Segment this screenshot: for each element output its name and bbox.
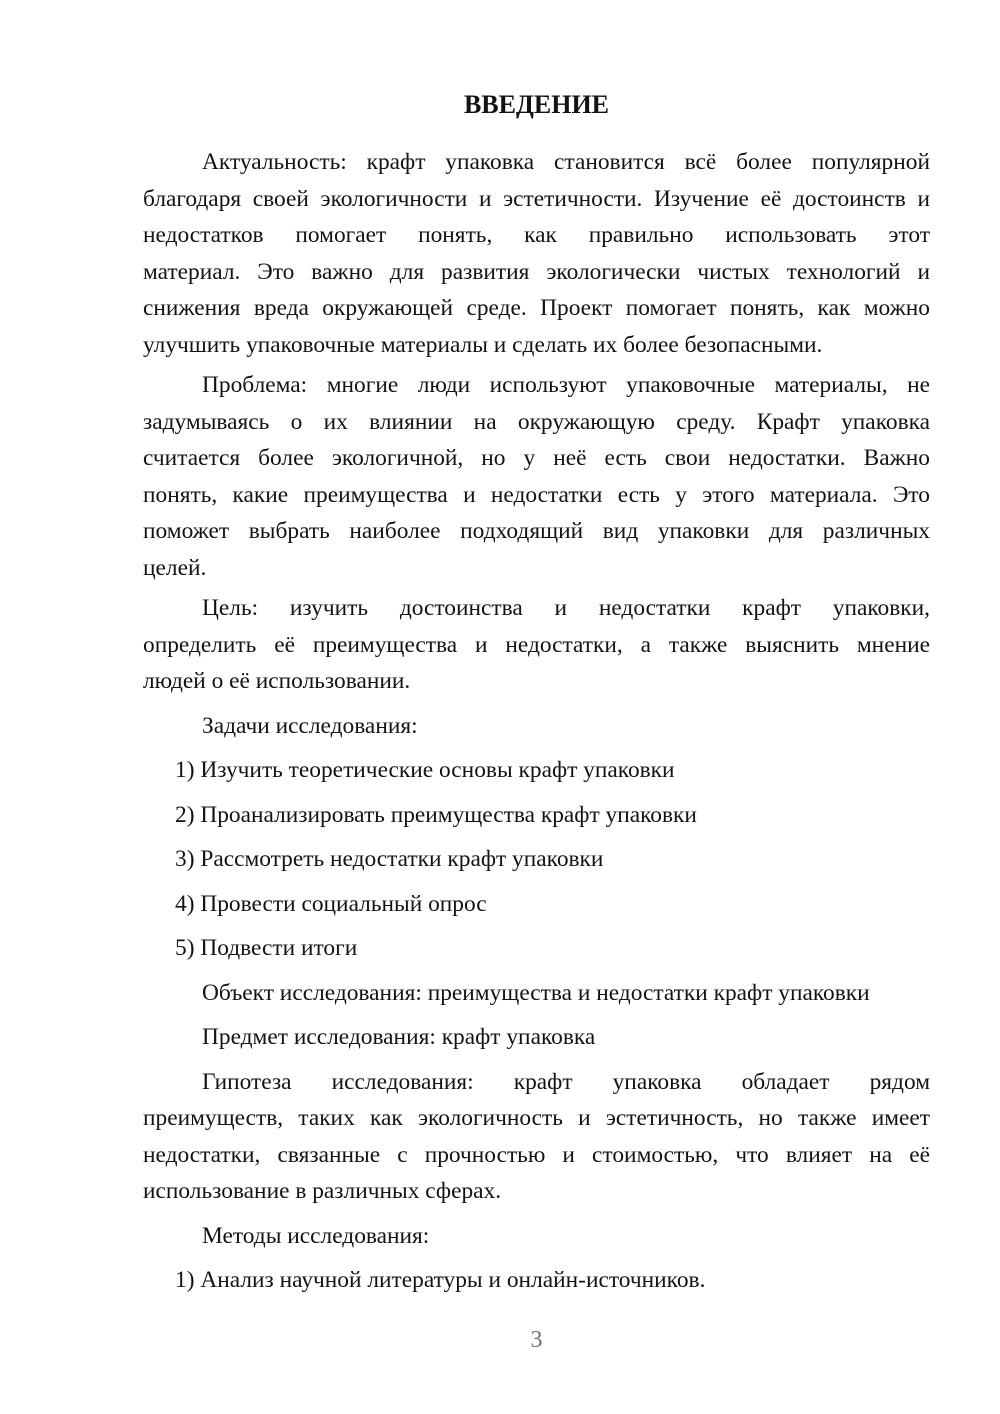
list-item: 2) Проанализировать преимущества крафт упаковки	[175, 801, 697, 828]
tasks-heading: Задачи исследования:	[202, 712, 418, 739]
list-item: 4) Провести социальный опрос	[175, 890, 487, 917]
text-line: людей о её использовании.	[143, 668, 411, 694]
text-line: снижения вреда окружающей среде. Проект помогает понять, как можно	[143, 295, 930, 321]
text-line: улучшить упаковочные материалы и сделать их более безопасными.	[143, 331, 823, 358]
paragraph-problem	[143, 367, 930, 586]
page-number: 3	[530, 1326, 543, 1353]
paragraph-hypothesis	[143, 1064, 930, 1210]
text-line: целей.	[143, 554, 207, 581]
paragraph-goal	[143, 590, 930, 700]
list-item: 3) Рассмотреть недостатки крафт упаковки	[175, 846, 604, 872]
list-item: 1) Анализ научной литературы и онлайн-источников.	[175, 1267, 706, 1293]
subject-line: Предмет исследования: крафт упаковка	[202, 1024, 596, 1050]
text-line: понять, какие преимущества и недостатки есть у этого материала. Это	[143, 481, 930, 508]
text-line: определить её преимущества и недостатки, а также выяснить мнение	[143, 631, 930, 658]
list-item: 5) Подвести итоги	[175, 935, 358, 961]
list-item: 1) Изучить теоретические основы крафт упаковки	[175, 757, 675, 783]
page-title: ВВЕДЕНИЕ	[463, 90, 610, 119]
text-line: благодаря своей экологичности и эстетичности. Изучение её достоинств и	[143, 185, 930, 212]
object-line: Объект исследования: преимущества и недостатки крафт упаковки	[202, 979, 870, 1006]
methods-heading: Методы исследования:	[202, 1222, 430, 1249]
text-line: считается более экологичной, но у неё есть свои недостатки. Важно	[143, 445, 930, 471]
text-line: задумываясь о их влиянии на окружающую среду. Крафт упаковка	[143, 408, 930, 435]
text-line: материал. Это важно для развития экологически чистых технологий и	[143, 258, 930, 285]
text-line: Проблема: многие люди используют упаковочные материалы, не	[202, 372, 930, 398]
tasks-list	[143, 752, 930, 967]
text-line: преимуществ, таких как экологичность и эстетичность, но также имеет	[143, 1105, 930, 1131]
methods-list	[143, 1262, 930, 1299]
text-line: использование в различных сферах.	[143, 1178, 502, 1204]
text-line: недостатки, связанные с прочностью и стоимостью, что влияет на её	[143, 1141, 930, 1168]
paragraph-relevance	[143, 144, 930, 363]
text-line: поможет выбрать наиболее подходящий вид упаковки для различных	[143, 518, 930, 544]
text-line: Гипотеза исследования: крафт упаковка обладает рядом	[202, 1068, 930, 1095]
text-line: недостатков помогает понять, как правильно использовать этот	[143, 222, 930, 248]
text-line: Цель: изучить достоинства и недостатки крафт упаковки,	[202, 595, 930, 621]
text-line: Актуальность: крафт упаковка становится всё более популярной	[202, 149, 930, 175]
